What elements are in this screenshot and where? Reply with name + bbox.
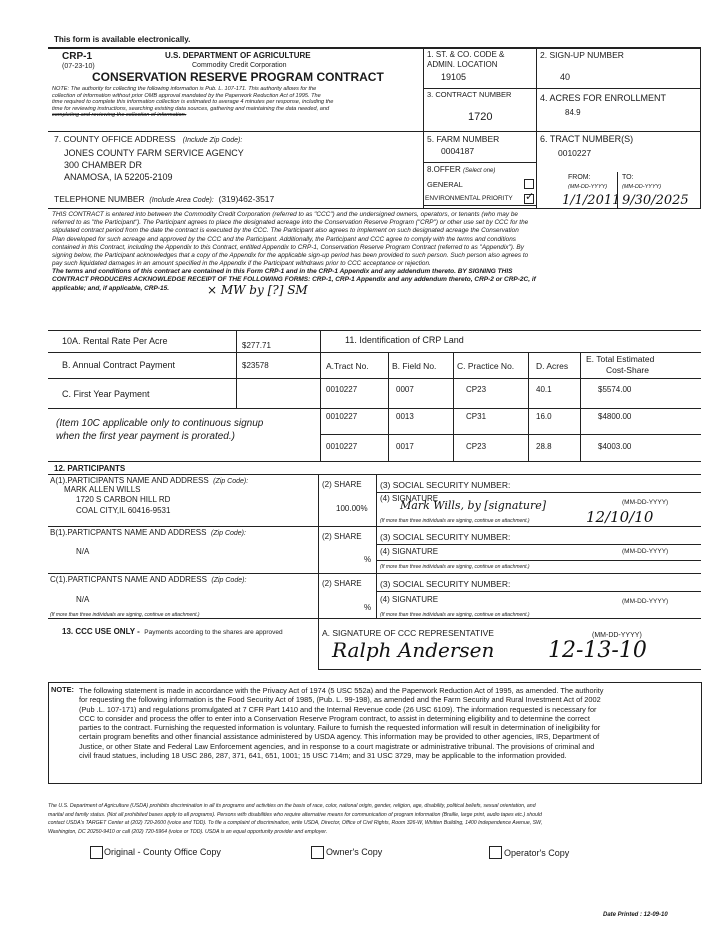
table-cell: 0017: [396, 442, 414, 451]
box6-label: 6. TRACT NUMBER(S): [540, 134, 634, 144]
county-office-line-2: 300 CHAMBER DR: [64, 160, 143, 170]
ccc-date: 12-13-10: [548, 638, 647, 663]
table-cell: 16.0: [536, 412, 552, 421]
table-cell: CP23: [466, 442, 487, 451]
col-practice: C. Practice No.: [457, 361, 515, 371]
annual-payment-value: $23578: [242, 361, 269, 370]
acres-enrollment-value: 84.9: [565, 108, 581, 117]
from-date-format: (MM-DD-YYYY): [568, 184, 608, 190]
to-date-value: 9/30/2025: [622, 193, 689, 208]
table-cell: 0013: [396, 412, 414, 421]
offer-general-label: GENERAL: [427, 180, 463, 189]
usda-nondiscrimination: The U.S. Department of Agriculture (USDA) prohibits discrimination in all its programs and activities on the basis of race, color, national origin, gender, religion, age, disability, political beliefs, sexual orientation, and marital and family status. (Not all prohibited bases apply to all programs). Persons with disabilities who require alternative means for communication of program information (Braille, large print, audio tapes etc.) should contact USDA's TARGET Center at (202) 720-2600 (voice and TDD). To file a complaint of discrimination, write USDA, Director, Office of Civil Rights, Room 326-W, Whitten Building, 1400 Independence Avenue, SW, Washington, DC 20250-9410 or call (202) 720-5964 (voice or TDD). USDA is an equal opportunity provider and employer.: [48, 803, 543, 835]
item10c-note-1: (Item 10C applicable only to continuous signup: [56, 418, 264, 429]
tract-number-value: 0010227: [558, 148, 592, 158]
participant-c-share-label: (2) SHARE: [322, 579, 362, 588]
table-cell: $4003.00: [598, 442, 632, 451]
first-year-label: C. First Year Payment: [62, 389, 150, 399]
participant-a-share: 100.00%: [336, 504, 368, 513]
participant-a-date-fmt: (MM-DD-YYYY): [622, 499, 669, 506]
from-label: FROM:: [568, 174, 591, 181]
participant-b-percent: %: [364, 555, 372, 564]
table-cell: 0007: [396, 385, 414, 394]
operator-copy-checkbox[interactable]: [489, 846, 502, 859]
participant-b-date-fmt: (MM-DD-YYYY): [622, 548, 669, 555]
original-copy-checkbox[interactable]: [90, 846, 103, 859]
from-date-value: 1/1/2011: [562, 193, 621, 208]
item10c-note-2: when the first year payment is prorated.): [56, 431, 235, 442]
col-cost-share-1: E. Total Estimated: [586, 354, 655, 364]
box3-label: 3. CONTRACT NUMBER: [427, 90, 512, 99]
participant-a-line-3: COAL CITY,IL 60416-9531: [76, 506, 171, 515]
owner-copy-label: Owner's Copy: [326, 847, 383, 857]
ccc-date-fmt: (MM-DD-YYYY): [592, 632, 642, 639]
participant-c-ssn-label: (3) SOCIAL SECURITY NUMBER:: [380, 579, 511, 589]
table-cell: $5574.00: [598, 385, 632, 394]
participant-a-more-note: (If more than three individuals are signing, continue on attachment.): [380, 518, 530, 524]
owner-copy-checkbox[interactable]: [311, 846, 324, 859]
participant-a-line-2: 1720 S CARBON HILL RD: [76, 495, 171, 504]
county-office-line-1: JONES COUNTY FARM SERVICE AGENCY: [64, 148, 244, 158]
table-cell: CP31: [466, 412, 487, 421]
county-office-line-3: ANAMOSA, IA 52205-2109: [64, 172, 173, 182]
rental-rate-label: 10A. Rental Rate Per Acre: [62, 336, 168, 346]
table-cell: 0010227: [326, 412, 358, 421]
original-copy-label: Original - County Office Copy: [104, 847, 221, 857]
to-date-format: (MM-DD-YYYY): [622, 184, 662, 190]
table-cell: $4800.00: [598, 412, 632, 421]
electronic-notice: This form is available electronically.: [54, 35, 191, 44]
form-date: (07-23-10): [62, 63, 95, 70]
annual-payment-label: B. Annual Contract Payment: [62, 360, 176, 370]
contract-text: THIS CONTRACT is entered into between the Commodity Credit Corporation (referred to as "CCC") and the undersigned owners, operators, or tenants (who may be referred to as "the Participant"). The Participant agrees to place the designated acreage into the Conservation Reserve Program ("CRP") or other use set by CCC for the stipulated contract period from the date the contract is executed by the CCC. The Participant also agrees to implement on such designated acreage the Conservation Plan developed for such acreage and approved by the CCC and the Participant. Additionally, the Participant and CCC agree to comply with the terms and conditions contained in this Contract, including the Appendix to this Contract, entitled Appendix to CRP-1, Conservation Reserve Program Contract (referred to as "Appendix"). By signing below, the Participant acknowledges that a copy of the Appendix for the applicable sign-up period has been provided to such person. Such person also agrees to pay such liquidated damages in an amount specified in the Appendix if the Participant withdraws prior to CCC acceptance or rejection.: [52, 211, 529, 268]
agency-name: U.S. DEPARTMENT OF AGRICULTURE: [165, 51, 311, 60]
participant-b-value: N/A: [76, 547, 90, 556]
offer-general-checkbox[interactable]: [524, 179, 534, 189]
table-cell: 28.8: [536, 442, 552, 451]
participant-c-more-note: (If more than three individuals are signing, continue on attachment.): [380, 612, 530, 618]
terms-text: The terms and conditions of this contract are contained in this Form CRP-1 and in the CRP-1 Appendix and any addendum thereto. BY SIGNING THIS CONTRACT PRODUCERS ACKNOWLEDGE RECEIPT OF THE FOLLOWING FORMS: CRP-1, CRP-1 Appendix and any addendum thereto, CRP-2 or CRP-2C, if applicable; and, if applicable, CRP-15.: [52, 268, 536, 292]
table-cell: 40.1: [536, 385, 552, 394]
box8-label: 8.OFFER (Select one): [427, 165, 496, 174]
form-title: CONSERVATION RESERVE PROGRAM CONTRACT: [92, 70, 384, 84]
offer-env-label: ENVIRONMENTAL PRIORITY: [425, 195, 513, 202]
ccc-label: 13. CCC USE ONLY - Payments according to the shares are approved: [62, 627, 283, 636]
participant-c-value: N/A: [76, 595, 90, 604]
ccc-signature: Ralph Andersen: [332, 638, 495, 662]
admin-location-value: 19105: [441, 72, 467, 82]
participant-a-share-label: (2) SHARE: [322, 480, 362, 489]
to-label: TO:: [622, 174, 634, 181]
form-note: NOTE: The authority for collecting the following information is Pub. L. 107-171. This authority allows for the collection of information without prior OMB approval mandated by the Paperwork Reduction Act of 1995. The time required to complete this information collection is estimated to average 4 minutes per response, including the time for reviewing instructions, searching existing data sources, gathering and maintaining the data needed, and completing and reviewing the collection of information.: [52, 86, 334, 119]
rental-rate-value: $277.71: [242, 341, 271, 350]
form-id: CRP-1: [62, 51, 93, 62]
participant-b-sig-label: (4) SIGNATURE: [380, 547, 439, 556]
participants-title: 12. PARTICIPANTS: [54, 464, 126, 473]
crp-land-title: 11. Identification of CRP Land: [345, 335, 464, 345]
participant-c-percent: %: [364, 603, 372, 612]
sub-agency-name: Commodity Credit Corporation: [192, 62, 287, 69]
privacy-note-label: NOTE:: [51, 685, 74, 694]
offer-env-checkmark: ✓: [525, 191, 535, 203]
date-printed: Date Printed : 12-09-10: [603, 912, 668, 918]
participant-a-date: 12/10/10: [586, 508, 654, 526]
col-field: B. Field No.: [392, 361, 437, 371]
participant-a-label: A(1).PARTICIPANTS NAME AND ADDRESS (Zip Code):: [50, 476, 249, 485]
participant-b-label: B(1).PARTICPANTS NAME AND ADDRESS (Zip Code):: [50, 528, 246, 537]
privacy-note-text: The following statement is made in accordance with the Privacy Act of 1974 (5 USC 552a) and the Paperwork Reduction Act of 1995, as amended. The authority for requesting the following information is the Food Security Act of 1985, (Pub. L. 99-198), as amended and the Farm Security and Rural Investment Act of 2002 (Pub .L. 107-171) and regulations promulgated at 7 CFR Part 1410 and the Internal Revenue code (26 USC 6109). The information requested is necessary for CCC to consider and process the offer to enter into a Conservation Reserve Program contract, to assist in determining eligibility and to determine the correct parties to the contract. Furnishing the requested information is voluntary. Failure to furnish the requested information will result in determination of ineligibility for certain program benefits and other financial assistance administered by USDA agency. This information may be provided to other agencies, IRS, Department of Justice, or other State and Federal Law Enforcement agencies, and in response to a court magistrate or administrative tribunal. The provisions of criminal and civil fraud statues, including 18 USC 286, 287, 371, 641, 651, 1001; 15 USC 714m; and 31 USC 3729, may be applicable to the information provided.: [79, 686, 604, 761]
participant-c-label: C(1).PARTICPANTS NAME AND ADDRESS (Zip Code):: [50, 575, 247, 584]
box4-label: 4. ACRES FOR ENROLLMENT: [540, 93, 667, 103]
col-tract: A.Tract No.: [326, 361, 369, 371]
privacy-note-box: [48, 682, 702, 784]
participant-a-sig-label: (4) SIGNATURE: [380, 494, 439, 503]
box1-label-2: ADMIN. LOCATION: [427, 60, 498, 69]
box5-label: 5. FARM NUMBER: [427, 134, 500, 144]
participant-c-more-note-left: (If more than three individuals are signing, continue on attachment.): [50, 612, 200, 618]
participant-c-sig-label: (4) SIGNATURE: [380, 595, 439, 604]
box2-label: 2. SIGN-UP NUMBER: [540, 50, 624, 60]
participant-a-line-1: MARK ALLEN WILLS: [64, 485, 141, 494]
contract-number-value: 1720: [468, 111, 493, 123]
operator-copy-label: Operator's Copy: [504, 848, 570, 858]
participant-b-ssn-label: (3) SOCIAL SECURITY NUMBER:: [380, 532, 511, 542]
signup-number-value: 40: [560, 72, 571, 82]
handwritten-annotation: × MW by [?] SM: [207, 283, 308, 297]
box1-label-1: 1. ST. & CO. CODE &: [427, 50, 505, 59]
ccc-signature-label: A. SIGNATURE OF CCC REPRESENTATIVE: [322, 628, 494, 638]
col-cost-share-2: Cost-Share: [606, 365, 649, 375]
participant-b-share-label: (2) SHARE: [322, 532, 362, 541]
farm-number-value: 0004187: [441, 146, 475, 156]
table-cell: 0010227: [326, 385, 358, 394]
box7-label: 7. COUNTY OFFICE ADDRESS (Include Zip Code):: [54, 134, 243, 144]
col-acres: D. Acres: [536, 361, 569, 371]
participant-a-signature: Mark Wills, by [signature]: [400, 499, 547, 512]
participant-c-date-fmt: (MM-DD-YYYY): [622, 598, 669, 605]
participant-b-more-note: (If more than three individuals are signing, continue on attachment.): [380, 564, 530, 570]
participant-a-ssn-label: (3) SOCIAL SECURITY NUMBER:: [380, 480, 511, 490]
table-cell: CP23: [466, 385, 487, 394]
telephone-label: TELEPHONE NUMBER (Include Area Code): (319)462-3517: [54, 194, 275, 204]
table-cell: 0010227: [326, 442, 358, 451]
